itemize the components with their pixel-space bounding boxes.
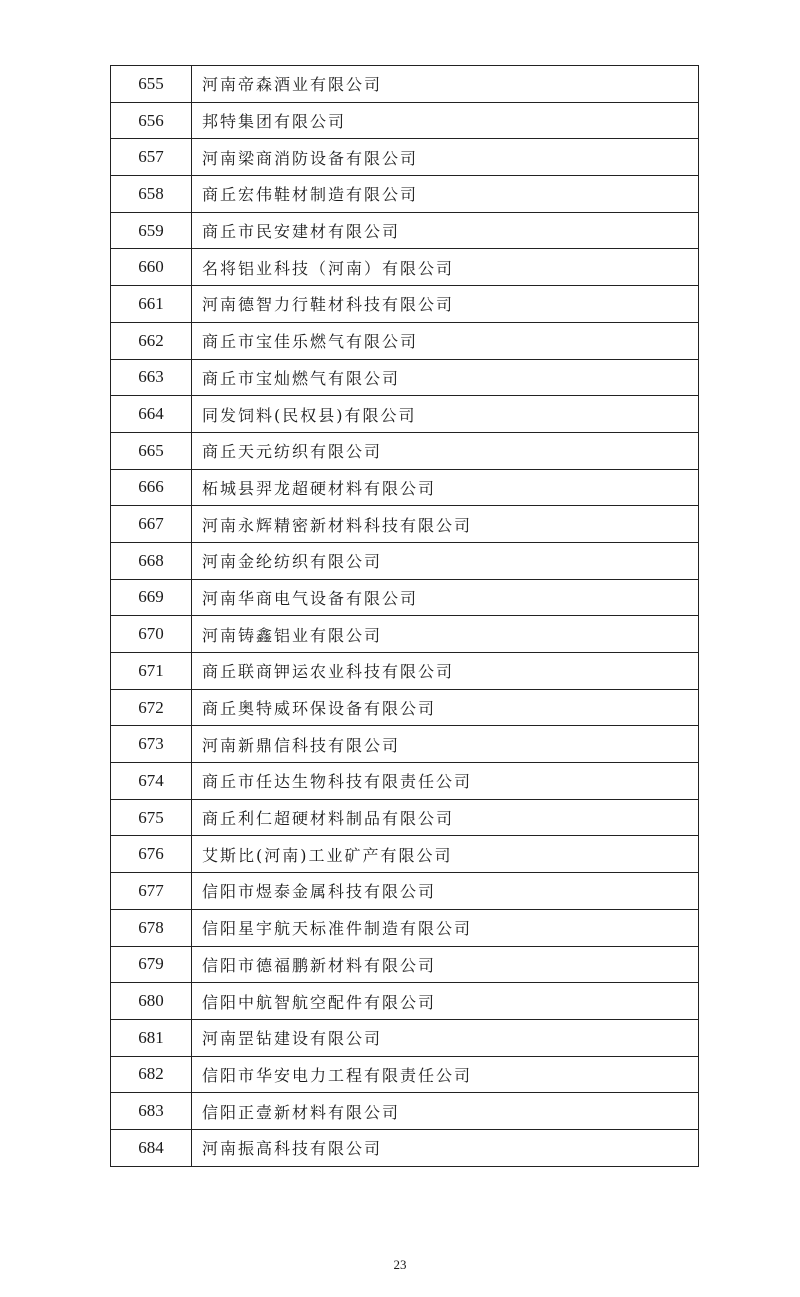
table-row — [111, 506, 699, 543]
row-number-cell: 680 — [111, 983, 192, 1020]
company-name-cell: 信阳市煜泰金属科技有限公司 — [192, 873, 699, 910]
row-number-cell: 656 — [111, 102, 192, 139]
row-number-cell: 671 — [111, 653, 192, 690]
row-number-cell: 664 — [111, 396, 192, 433]
company-name-cell: 商丘市任达生物科技有限责任公司 — [192, 763, 699, 800]
table-row — [111, 689, 699, 726]
row-number-cell: 658 — [111, 176, 192, 213]
row-number-cell: 676 — [111, 836, 192, 873]
company-name-cell: 名将铝业科技（河南）有限公司 — [192, 249, 699, 286]
company-name-cell: 商丘联商钾运农业科技有限公司 — [192, 653, 699, 690]
table-row — [111, 726, 699, 763]
table-row — [111, 396, 699, 433]
row-number-cell: 677 — [111, 873, 192, 910]
company-name-cell: 河南帝森酒业有限公司 — [192, 66, 699, 103]
company-name-cell: 商丘市宝佳乐燃气有限公司 — [192, 322, 699, 359]
row-number-cell: 684 — [111, 1129, 192, 1166]
row-number-cell: 674 — [111, 763, 192, 800]
row-number-cell: 673 — [111, 726, 192, 763]
table-row — [111, 322, 699, 359]
company-name-cell: 河南振高科技有限公司 — [192, 1129, 699, 1166]
row-number-cell: 672 — [111, 689, 192, 726]
table-row — [111, 249, 699, 286]
table-row — [111, 1056, 699, 1093]
table-row — [111, 102, 699, 139]
row-number-cell: 675 — [111, 799, 192, 836]
row-number-cell: 666 — [111, 469, 192, 506]
company-name-cell: 商丘宏伟鞋材制造有限公司 — [192, 176, 699, 213]
company-name-cell: 河南德智力行鞋材科技有限公司 — [192, 286, 699, 323]
company-name-cell: 艾斯比(河南)工业矿产有限公司 — [192, 836, 699, 873]
table-row — [111, 432, 699, 469]
table-row — [111, 579, 699, 616]
row-number-cell: 665 — [111, 432, 192, 469]
company-name-cell: 河南罡钻建设有限公司 — [192, 1019, 699, 1056]
table-row — [111, 653, 699, 690]
company-name-cell: 商丘利仁超硬材料制品有限公司 — [192, 799, 699, 836]
table-row — [111, 763, 699, 800]
table-row — [111, 469, 699, 506]
row-number-cell: 683 — [111, 1093, 192, 1130]
row-number-cell: 670 — [111, 616, 192, 653]
table-row — [111, 1093, 699, 1130]
company-name-cell: 河南永辉精密新材料科技有限公司 — [192, 506, 699, 543]
table-row — [111, 836, 699, 873]
table-row — [111, 359, 699, 396]
company-name-cell: 信阳市德福鹏新材料有限公司 — [192, 946, 699, 983]
table-row — [111, 176, 699, 213]
company-name-cell: 河南新鼎信科技有限公司 — [192, 726, 699, 763]
company-name-cell: 信阳中航智航空配件有限公司 — [192, 983, 699, 1020]
row-number-cell: 661 — [111, 286, 192, 323]
company-name-cell: 商丘市民安建材有限公司 — [192, 212, 699, 249]
row-number-cell: 669 — [111, 579, 192, 616]
page-number: 23 — [393, 1257, 407, 1272]
table-row — [111, 1129, 699, 1166]
table-row — [111, 983, 699, 1020]
company-name-cell: 柘城县羿龙超硬材料有限公司 — [192, 469, 699, 506]
row-number-cell: 657 — [111, 139, 192, 176]
table-row — [111, 909, 699, 946]
table-row — [111, 616, 699, 653]
table-row — [111, 212, 699, 249]
row-number-cell: 659 — [111, 212, 192, 249]
row-number-cell: 668 — [111, 542, 192, 579]
table-row — [111, 946, 699, 983]
company-name-cell: 信阳市华安电力工程有限责任公司 — [192, 1056, 699, 1093]
company-name-cell: 商丘奥特威环保设备有限公司 — [192, 689, 699, 726]
row-number-cell: 667 — [111, 506, 192, 543]
company-name-cell: 商丘天元纺织有限公司 — [192, 432, 699, 469]
table-row — [111, 139, 699, 176]
table-body — [111, 66, 699, 1167]
row-number-cell: 662 — [111, 322, 192, 359]
company-name-cell: 河南梁商消防设备有限公司 — [192, 139, 699, 176]
company-name-cell: 河南华商电气设备有限公司 — [192, 579, 699, 616]
row-number-cell: 660 — [111, 249, 192, 286]
table-row — [111, 799, 699, 836]
company-name-cell: 河南金纶纺织有限公司 — [192, 542, 699, 579]
row-number-cell: 682 — [111, 1056, 192, 1093]
table-row — [111, 286, 699, 323]
row-number-cell: 663 — [111, 359, 192, 396]
company-list-table — [110, 65, 699, 1167]
table-row — [111, 66, 699, 103]
table-row — [111, 542, 699, 579]
company-name-cell: 商丘市宝灿燃气有限公司 — [192, 359, 699, 396]
row-number-cell: 681 — [111, 1019, 192, 1056]
row-number-cell: 679 — [111, 946, 192, 983]
company-name-cell: 信阳星宇航天标准件制造有限公司 — [192, 909, 699, 946]
company-name-cell: 河南铸鑫铝业有限公司 — [192, 616, 699, 653]
row-number-cell: 678 — [111, 909, 192, 946]
company-name-cell: 同发饲料(民权县)有限公司 — [192, 396, 699, 433]
company-name-cell: 信阳正壹新材料有限公司 — [192, 1093, 699, 1130]
row-number-cell: 655 — [111, 66, 192, 103]
table-row — [111, 873, 699, 910]
table-row — [111, 1019, 699, 1056]
company-name-cell: 邦特集团有限公司 — [192, 102, 699, 139]
